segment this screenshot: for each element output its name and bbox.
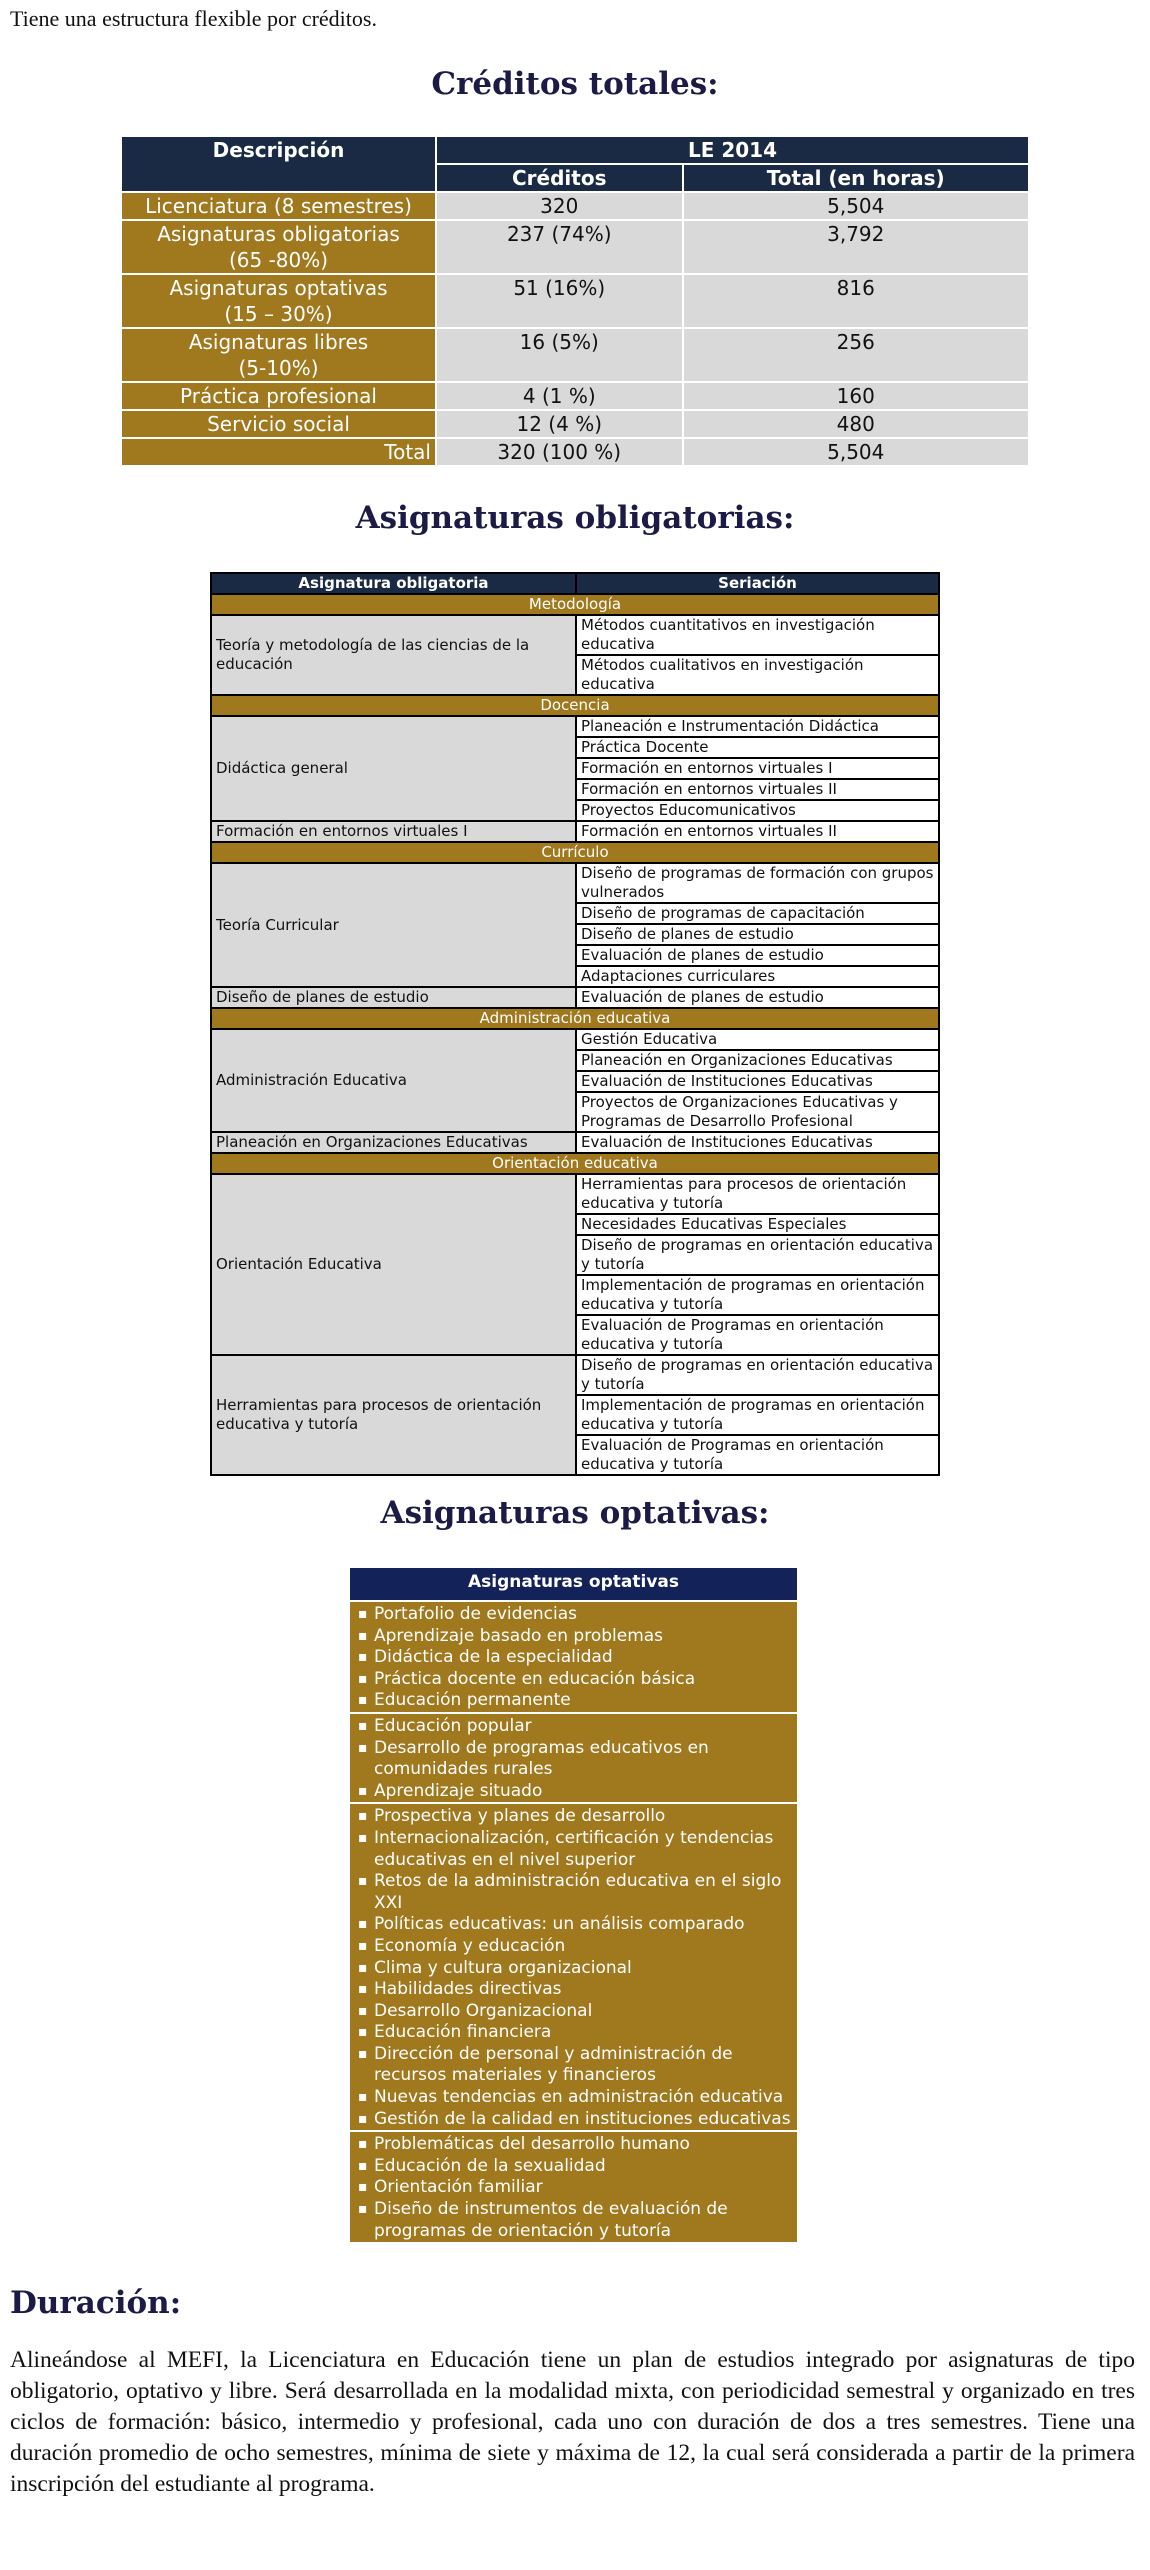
oblig-subject: Orientación Educativa <box>211 1174 576 1355</box>
oblig-category: Currículo <box>211 842 939 863</box>
oblig-seriacion: Evaluación de planes de estudio <box>576 945 939 966</box>
credits-cred: 12 (4 %) <box>436 410 683 438</box>
oblig-seriacion: Necesidades Educativas Especiales <box>576 1214 939 1235</box>
oblig-subject: Formación en entornos virtuales I <box>211 821 576 842</box>
credits-total-label: Total <box>121 438 436 466</box>
oblig-seriacion: Implementación de programas en orientación educativa y tutoría <box>576 1275 939 1315</box>
credits-hours: 256 <box>683 328 1030 382</box>
optativas-header: Asignaturas optativas <box>350 1568 797 1602</box>
credits-cred: 16 (5%) <box>436 328 683 382</box>
optativa-item: ▪ Políticas educativas: un análisis comparado <box>374 1914 791 1936</box>
credits-table <box>120 135 1030 467</box>
optativa-item: ▪ Prospectiva y planes de desarrollo <box>374 1806 791 1828</box>
credits-row <box>121 328 1029 382</box>
oblig-category: Docencia <box>211 695 939 716</box>
credits-hours: 3,792 <box>683 220 1030 274</box>
optativas-group <box>350 1804 797 2132</box>
optativa-item: ▪ Internacionalización, certificación y tendencias educativas en el nivel superior <box>374 1828 791 1871</box>
credits-head-desc: Descripción <box>121 136 436 192</box>
optativa-item: ▪ Desarrollo Organizacional <box>374 2001 791 2023</box>
oblig-seriacion: Evaluación de Programas en orientación educativa y tutoría <box>576 1315 939 1355</box>
credits-hours: 5,504 <box>683 192 1030 220</box>
credits-row <box>121 410 1029 438</box>
optativas-box <box>350 1568 797 2244</box>
oblig-seriacion: Planeación e Instrumentación Didáctica <box>576 716 939 737</box>
oblig-seriacion: Métodos cuantitativos en investigación educativa <box>576 615 939 655</box>
oblig-seriacion: Planeación en Organizaciones Educativas <box>576 1050 939 1071</box>
oblig-row <box>211 1174 939 1214</box>
oblig-subject: Diseño de planes de estudio <box>211 987 576 1008</box>
credits-hours: 816 <box>683 274 1030 328</box>
optativa-item: ▪ Didáctica de la especialidad <box>374 1647 791 1669</box>
optativa-item: ▪ Orientación familiar <box>374 2177 791 2199</box>
duracion-text: Alineándose al MEFI, la Licenciatura en Educación tiene un plan de estudios integrado por asignaturas de tipo obligatorio, optativo y libre. Será desarrollada en la modalidad mixta, con periodicidad semestral y organizado en tres ciclos de formación: básico, intermedio y profesional, cada uno con duración de dos a tres semestres. Tiene una duración promedio de ocho semestres, mínima de siete y máxima de 12, la cual será considerada a partir de la primera inscripción del estudiante al programa. <box>10 2347 1135 2497</box>
oblig-seriacion: Evaluación de Instituciones Educativas <box>576 1132 939 1153</box>
oblig-seriacion: Diseño de programas en orientación educativa y tutoría <box>576 1235 939 1275</box>
credits-total-cred: 320 (100 %) <box>436 438 683 466</box>
oblig-seriacion: Evaluación de Programas en orientación educativa y tutoría <box>576 1435 939 1475</box>
oblig-seriacion: Diseño de planes de estudio <box>576 924 939 945</box>
credits-cred: 51 (16%) <box>436 274 683 328</box>
credits-row <box>121 382 1029 410</box>
credits-row <box>121 220 1029 274</box>
oblig-subject: Planeación en Organizaciones Educativas <box>211 1132 576 1153</box>
credits-desc: Asignaturas obligatorias (65 -80%) <box>121 220 436 274</box>
oblig-category-row <box>211 695 939 716</box>
credits-title: Créditos totales: <box>431 66 719 102</box>
oblig-seriacion: Diseño de programas en orientación educativa y tutoría <box>576 1355 939 1395</box>
oblig-subject: Herramientas para procesos de orientación educativa y tutoría <box>211 1355 576 1475</box>
optativa-item: ▪ Diseño de instrumentos de evaluación de programas de orientación y tutoría <box>374 2199 791 2242</box>
optativa-item: ▪ Desarrollo de programas educativos en comunidades rurales <box>374 1738 791 1781</box>
oblig-subject: Administración Educativa <box>211 1029 576 1132</box>
intro-text: Tiene una estructura flexible por créditos. <box>10 6 377 31</box>
oblig-seriacion: Práctica Docente <box>576 737 939 758</box>
credits-head-creditos: Créditos <box>436 164 683 192</box>
optativa-item: ▪ Aprendizaje situado <box>374 1781 791 1803</box>
oblig-row <box>211 863 939 903</box>
oblig-row <box>211 987 939 1008</box>
optativa-item: ▪ Habilidades directivas <box>374 1979 791 2001</box>
credits-total-hours: 5,504 <box>683 438 1030 466</box>
oblig-subject: Didáctica general <box>211 716 576 821</box>
optativas-group <box>350 1602 797 1714</box>
oblig-seriacion: Gestión Educativa <box>576 1029 939 1050</box>
oblig-category-row <box>211 594 939 615</box>
credits-cred: 4 (1 %) <box>436 382 683 410</box>
oblig-subject: Teoría y metodología de las ciencias de la educación <box>211 615 576 695</box>
oblig-category: Metodología <box>211 594 939 615</box>
oblig-seriacion: Formación en entornos virtuales I <box>576 758 939 779</box>
oblig-seriacion: Formación en entornos virtuales II <box>576 821 939 842</box>
optativas-list <box>356 1716 791 1802</box>
obligatorias-title: Asignaturas obligatorias: <box>355 500 795 536</box>
optativa-item: ▪ Gestión de la calidad en instituciones educativas <box>374 2109 791 2131</box>
optativa-item: ▪ Portafolio de evidencias <box>374 1604 791 1626</box>
oblig-seriacion: Evaluación de Instituciones Educativas <box>576 1071 939 1092</box>
oblig-seriacion: Proyectos de Organizaciones Educativas y Programas de Desarrollo Profesional <box>576 1092 939 1132</box>
optativas-title: Asignaturas optativas: <box>380 1495 770 1531</box>
optativa-item: ▪ Práctica docente en educación básica <box>374 1669 791 1691</box>
oblig-row <box>211 821 939 842</box>
credits-cred: 237 (74%) <box>436 220 683 274</box>
credits-desc: Asignaturas optativas (15 – 30%) <box>121 274 436 328</box>
oblig-seriacion: Herramientas para procesos de orientación educativa y tutoría <box>576 1174 939 1214</box>
oblig-category-row <box>211 1153 939 1174</box>
oblig-category-row <box>211 1008 939 1029</box>
oblig-seriacion: Diseño de programas de capacitación <box>576 903 939 924</box>
credits-cred: 320 <box>436 192 683 220</box>
optativa-item: ▪ Aprendizaje basado en problemas <box>374 1626 791 1648</box>
credits-desc: Licenciatura (8 semestres) <box>121 192 436 220</box>
oblig-category: Administración educativa <box>211 1008 939 1029</box>
optativa-item: ▪ Educación popular <box>374 1716 791 1738</box>
oblig-category-row <box>211 842 939 863</box>
oblig-seriacion: Adaptaciones curriculares <box>576 966 939 987</box>
oblig-head-main: Asignatura obligatoria <box>211 573 576 594</box>
oblig-subject: Teoría Curricular <box>211 863 576 987</box>
credits-desc: Asignaturas libres (5-10%) <box>121 328 436 382</box>
credits-row <box>121 192 1029 220</box>
optativa-item: ▪ Educación permanente <box>374 1690 791 1712</box>
oblig-seriacion: Formación en entornos virtuales II <box>576 779 939 800</box>
optativa-item: ▪ Dirección de personal y administración de recursos materiales y financieros <box>374 2044 791 2087</box>
optativas-group <box>350 2132 797 2244</box>
oblig-head-ser: Seriación <box>576 573 939 594</box>
oblig-row <box>211 615 939 655</box>
credits-desc: Servicio social <box>121 410 436 438</box>
optativas-list <box>356 2134 791 2242</box>
credits-row <box>121 274 1029 328</box>
credits-head-plan: LE 2014 <box>436 136 1029 164</box>
credits-desc: Práctica profesional <box>121 382 436 410</box>
credits-head-total: Total (en horas) <box>683 164 1030 192</box>
oblig-seriacion: Evaluación de planes de estudio <box>576 987 939 1008</box>
obligatorias-table <box>210 572 940 1476</box>
duracion-title: Duración: <box>10 2285 182 2321</box>
oblig-row <box>211 716 939 737</box>
oblig-category: Orientación educativa <box>211 1153 939 1174</box>
oblig-row <box>211 1355 939 1395</box>
optativa-item: ▪ Nuevas tendencias en administración educativa <box>374 2087 791 2109</box>
optativas-list <box>356 1604 791 1712</box>
optativas-group <box>350 1714 797 1804</box>
oblig-seriacion: Diseño de programas de formación con grupos vulnerados <box>576 863 939 903</box>
oblig-seriacion: Métodos cualitativos en investigación educativa <box>576 655 939 695</box>
oblig-seriacion: Implementación de programas en orientación educativa y tutoría <box>576 1395 939 1435</box>
optativa-item: ▪ Retos de la administración educativa en el siglo XXI <box>374 1871 791 1914</box>
credits-hours: 160 <box>683 382 1030 410</box>
optativa-item: ▪ Clima y cultura organizacional <box>374 1958 791 1980</box>
optativa-item: ▪ Educación de la sexualidad <box>374 2156 791 2178</box>
oblig-row <box>211 1132 939 1153</box>
optativa-item: ▪ Educación financiera <box>374 2022 791 2044</box>
oblig-seriacion: Proyectos Educomunicativos <box>576 800 939 821</box>
optativa-item: ▪ Economía y educación <box>374 1936 791 1958</box>
optativas-list <box>356 1806 791 2130</box>
credits-hours: 480 <box>683 410 1030 438</box>
optativa-item: ▪ Problemáticas del desarrollo humano <box>374 2134 791 2156</box>
oblig-row <box>211 1029 939 1050</box>
